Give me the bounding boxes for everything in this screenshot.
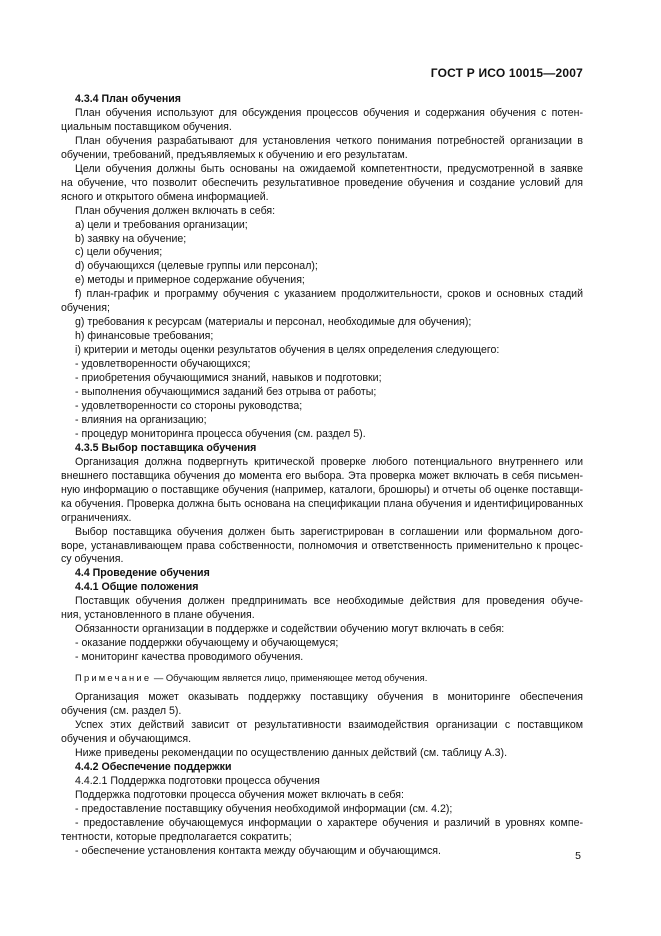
text-line: - предоставление поставщику обучения необходимой информации (см. 4.2);	[75, 802, 453, 815]
text-line: ния, установленного в плане обучения.	[61, 609, 255, 622]
text-line: - удовлетворенности со стороны руководства;	[75, 399, 303, 412]
text-line: - предоставление обучающемуся информации о характере обучения и различий в уровнях компе-	[75, 816, 583, 829]
text-line: c) цели обучения;	[75, 246, 163, 259]
text-line: d) обучающихся (целевые группы или персонал);	[75, 260, 318, 273]
text-line: - приобретения обучающимися знаний, навыков и подготовки;	[75, 372, 382, 385]
text-line: Поддержка подготовки процесса обучения может включать в себя:	[75, 788, 404, 801]
text-line: Успех этих действий зависит от результативности взаимодействия организации с поставщиком	[75, 718, 583, 731]
text-line: Выбор поставщика обучения должен быть зарегистрирован в соглашении или формальном дого-	[75, 525, 583, 538]
note	[61, 671, 583, 685]
text-line: - выполнения обучающимися заданий без отрыва от работы;	[75, 386, 377, 399]
text-line: су обучения.	[61, 553, 124, 566]
text-line: воре, устанавливающем права собственности, полномочия и ответственность применительно к процес-	[61, 539, 583, 552]
document-header: ГОСТ Р ИСО 10015—2007	[430, 66, 583, 80]
text-line: ка обучения. Проверка должна быть основана на спецификации плана обучения и идентифицированных	[61, 497, 583, 510]
text-line: внешнего поставщика обучения до момента его выбора. Эта проверка может включать в себя письмен-	[61, 469, 583, 482]
text-line: План обучения разрабатывают для установления четкого понимания потребностей организации в	[75, 134, 583, 147]
text-line: e) методы и примерное содержание обучения;	[75, 274, 305, 287]
text-line: - мониторинг качества проводимого обучения.	[75, 651, 304, 664]
text-line: на обучение, что позволит обеспечить результативное проведение обучения и создание условий для	[61, 176, 583, 189]
text-line: Поставщик обучения должен предпринимать все необходимые действия для проведения обуче-	[75, 595, 583, 608]
text-line: Организация может оказывать поддержку поставщику обучения в мониторинге обеспечения	[75, 691, 583, 704]
section-heading: 4.3.4 План обучения	[75, 93, 181, 105]
text-line: b) заявку на обучение;	[75, 232, 187, 245]
text-line: - влияния на организацию;	[75, 413, 207, 426]
text-line: циальным поставщиком обучения.	[61, 120, 232, 133]
text-line: а) цели и требования организации;	[75, 218, 248, 231]
text-line: h) финансовые требования;	[75, 330, 214, 343]
text-line: обучения (см. раздел 5).	[61, 704, 182, 717]
document-body	[61, 93, 583, 858]
text-line: Обязанности организации в поддержке и содействии обучению могут включать в себя:	[75, 623, 505, 636]
section-heading: 4.4.2 Обеспечение поддержки	[75, 760, 232, 773]
text-line: Цели обучения должны быть основаны на ожидаемой компетентности, предусмотренной в заявке	[75, 162, 583, 175]
text-line: Организация должна подвергнуть критической проверке любого потенциального внутреннего или	[75, 455, 583, 468]
text-line: обучении, требований, предъявляемых к обучению и его результатам.	[61, 148, 408, 161]
text-line: План обучения используют для обсуждения процессов обучения и содержания обучения с потен-	[75, 106, 583, 119]
note-label: Примечание	[75, 672, 152, 684]
text-line: 4.4.2.1 Поддержка подготовки процесса обучения	[75, 774, 320, 787]
text-line: - оказание поддержки обучающему и обучающемуся;	[75, 637, 339, 650]
text-line: тентности, которые предполагается сократить;	[61, 830, 292, 843]
text-line: g) требования к ресурсам (материалы и персонал, необходимые для обучения);	[75, 316, 472, 329]
text-line: - удовлетворенности обучающихся;	[75, 358, 251, 371]
text-line: ясного и открытого обмена информацией.	[61, 190, 269, 203]
text-line: - процедур мониторинга процесса обучения (см. раздел 5).	[75, 427, 366, 440]
section-heading: 4.4.1 Общие положения	[75, 581, 199, 594]
note-text: — Обучающим является лицо, применяющее метод обучения.	[151, 672, 428, 684]
section-heading: 4.3.5 Выбор поставщика обучения	[75, 441, 257, 454]
text-line: Ниже приведены рекомендации по осуществлению данных действий (см. таблицу А.3).	[75, 746, 508, 759]
section-heading: 4.4 Проведение обучения	[75, 567, 210, 580]
text-line: ограничениях.	[61, 511, 132, 524]
text-line: План обучения должен включать в себя:	[75, 204, 276, 217]
text-line: ную информацию о поставщике обучения (например, каталоги, брошюры) и отчеты об оценке поставщи-	[61, 483, 583, 496]
text-line: i) критерии и методы оценки результатов обучения в целях определения следующего:	[75, 344, 500, 357]
text-line: - обеспечение установления контакта между обучающим и обучающимся.	[75, 844, 441, 857]
text-line: обучения и обучающимся.	[61, 732, 192, 745]
page-number: 5	[575, 850, 581, 862]
text-line: обучения;	[61, 302, 110, 315]
text-line: f) план-график и программу обучения с указанием продолжительности, сроков и основных стадий	[75, 288, 583, 301]
